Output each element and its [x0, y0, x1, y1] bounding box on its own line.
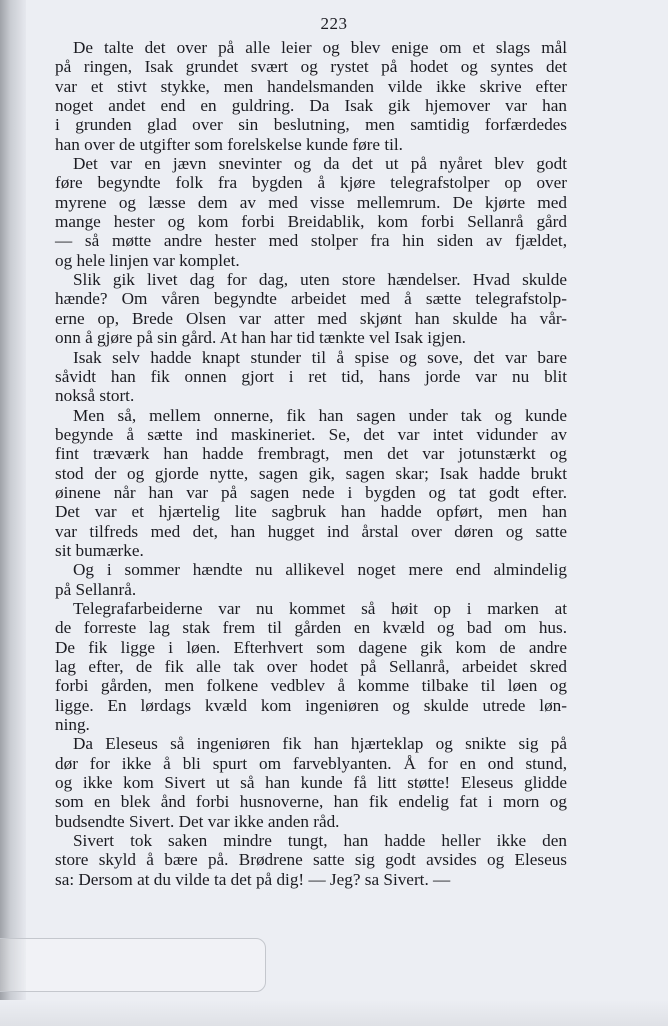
- text-line: ning.: [55, 715, 90, 735]
- paragraph: [55, 38, 567, 154]
- text-line: — så møtte andre hester med stolper fra hin siden av fjældet,: [55, 231, 567, 251]
- paragraph: [55, 599, 567, 734]
- text-line: ligge. En lørdags kvæld kom ingeniøren og skulde utrede løn-: [55, 695, 567, 715]
- text-line: De talte det over på alle leier og blev enige om et slags mål: [73, 38, 567, 57]
- paragraph: [55, 560, 567, 599]
- text-line: Isak selv hadde knapt stunder til å spise og sove, det var bare: [73, 347, 567, 367]
- text-line: Sivert tok saken mindre tungt, han hadde heller ikke den: [73, 831, 567, 851]
- text-line: stod der og gjorde nytte, sagen gik, sagen skar; Isak hadde brukt: [55, 463, 567, 483]
- text-line: Slik gik livet dag for dag, uten store hændelser. Hvad skulde: [73, 270, 567, 290]
- text-line: Telegrafarbeiderne var nu kommet så høit op i marken at: [73, 598, 567, 618]
- text-line: føre begyndte folk fra bygden å kjøre telegrafstolper op over: [55, 173, 567, 193]
- text-line: noget andet end en guldring. Da Isak gik hjemover var han: [55, 96, 567, 116]
- text-line: var et stivt stykke, men handelsmanden vilde ikke skrive efter: [55, 76, 567, 96]
- text-line: Det var en jævn snevinter og da det ut på nyåret blev godt: [73, 154, 567, 174]
- page-bottom-shade: [0, 1000, 668, 1026]
- text-line: på Sellanrå.: [55, 579, 137, 599]
- text-line: var tilfreds med det, han hugget ind årstal over døren og satte: [55, 521, 567, 541]
- text-line: sa: Dersom at du vilde ta det på dig! — Jeg? sa Sivert. —: [55, 869, 451, 889]
- text-line: Men så, mellem onnerne, fik han sagen under tak og kunde: [73, 405, 567, 425]
- text-line: Og i sommer hændte nu allikevel noget mere end almindelig: [73, 560, 567, 580]
- text-line: Da Eleseus så ingeniøren fik han hjærteklap og snikte sig på: [73, 734, 567, 754]
- paragraph: [55, 406, 567, 561]
- text-line: De fik ligge i løen. Efterhvert som dagene gik kom de andre: [55, 637, 567, 657]
- paragraph: [55, 270, 567, 347]
- body-text: [55, 38, 567, 889]
- text-line: på ringen, Isak grundet svært og rystet på hodet og syntes det: [55, 57, 567, 77]
- text-line: forbi gården, men folkene vedblev å komme tilbake til løen og: [55, 676, 567, 696]
- paragraph: [55, 348, 567, 406]
- scanned-page-edge: [0, 0, 26, 1026]
- text-line: onn å gjøre på sin gård. At han har tid tænkte vel Isak igjen.: [55, 328, 466, 348]
- sticky-note-outline: [0, 938, 266, 992]
- text-line: store skyld å bære på. Brødrene satte sig godt avsides og Eleseus: [55, 850, 567, 870]
- text-line: Det var et hjærtelig lite sagbruk han hadde opført, men han: [55, 502, 567, 522]
- text-line: de forreste lag stak frem til gården en kvæld og bad om hus.: [55, 618, 567, 638]
- text-line: erne op, Brede Olsen var atter med skjønt han skulde ha vår-: [55, 308, 567, 328]
- text-line: mange hester og kom forbi Breidablik, kom forbi Sellanrå gård: [55, 212, 567, 232]
- text-line: begynde å sætte ind maskineriet. Se, det var intet vidunder av: [55, 424, 567, 444]
- text-line: såvidt han fik onnen gjort i ret tid, hans jorde var nu blit: [55, 366, 567, 386]
- paragraph: [55, 154, 567, 270]
- text-line: i grunden glad over sin beslutning, men samtidig forfærdedes: [55, 115, 567, 135]
- text-line: budsendte Sivert. Det var ikke anden råd.: [55, 811, 340, 831]
- text-line: fint træværk han hadde frembragt, men det var jotunstærkt og: [55, 444, 567, 464]
- text-line: han over de utgifter som forelskelse kunde føre til.: [55, 134, 403, 154]
- text-line: og ikke kom Sivert ut så han kunde få litt støtte! Eleseus glidde: [55, 773, 567, 793]
- page-number: 223: [320, 14, 348, 33]
- text-line: og hele linjen var komplet.: [55, 250, 240, 270]
- text-line: hænde? Om våren begyndte arbeidet med å sætte telegrafstolp-: [55, 289, 567, 309]
- text-line: øinene når han var på sagen nede i bygden og tat godt efter.: [55, 482, 567, 502]
- text-line: dør for ikke å bli spurt om farveblyanten. Å for en ond stund,: [55, 753, 567, 773]
- text-line: myrene og læsse dem av med visse mellemrum. De kjørte med: [55, 192, 567, 212]
- text-line: som en blek ånd forbi husnoverne, han fik endelig fat i morn og: [55, 792, 567, 812]
- paragraph: [55, 831, 567, 889]
- paragraph: [55, 734, 567, 831]
- text-line: sit bumærke.: [55, 540, 144, 560]
- text-line: lag efter, de fik alle tak over hodet på Sellanrå, arbeidet skred: [55, 657, 567, 676]
- text-line: nokså stort.: [55, 386, 135, 406]
